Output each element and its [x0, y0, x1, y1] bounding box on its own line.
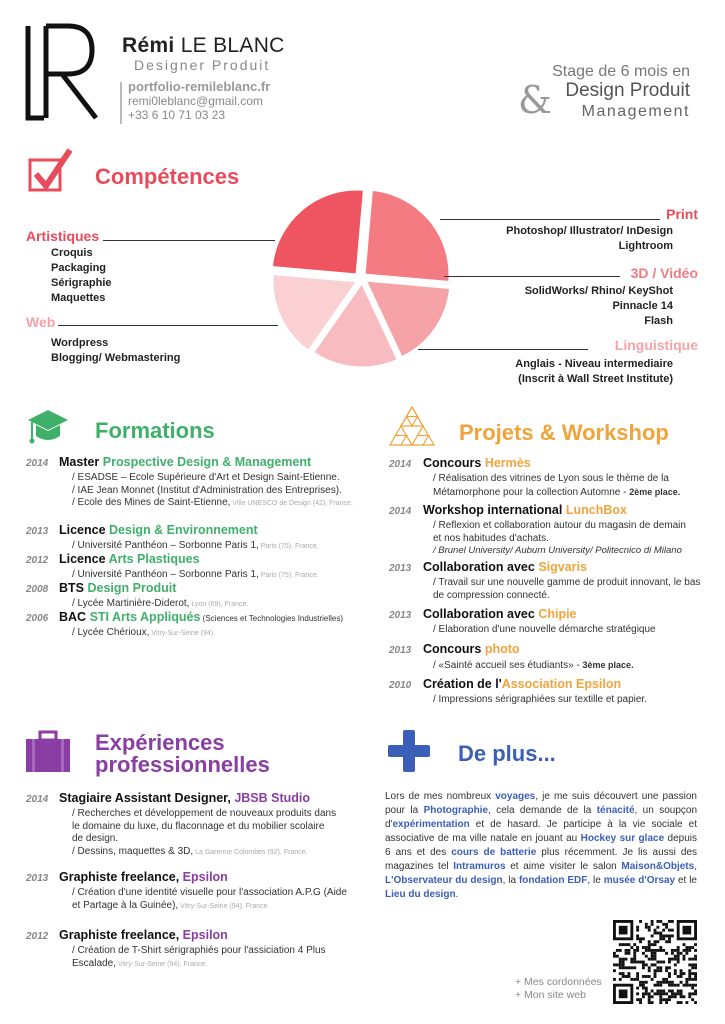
checkbox-icon — [26, 146, 76, 196]
phone-number: +33 6 10 71 03 23 — [128, 108, 226, 122]
stage-line-3: Management — [581, 103, 690, 120]
entry-detail: / Recherches et développement de nouveaux produits dans — [72, 808, 337, 819]
entry-detail: / Université Panthéon – Sorbonne Paris 1, Paris (75), France. — [72, 569, 319, 580]
entry-detail: / Reflexion et collaboration autour du magasin de demain — [433, 520, 686, 531]
pie-slice — [271, 189, 364, 275]
entry-year: 2013 — [389, 563, 412, 574]
entry-detail: / Université Panthéon – Sorbonne Paris 1, Paris (75), France. — [72, 540, 319, 551]
job-subtitle: Designer Produit — [134, 57, 271, 73]
entry-detail: / Impressions sérigraphiées sur textille et papier. — [433, 694, 647, 705]
entry-detail: / Réalisation des vitrines de Lyon sous le thème de la — [433, 473, 669, 484]
entry-year: 2008 — [26, 584, 49, 595]
skill-item: Sérigraphie — [51, 277, 112, 289]
line-print — [440, 219, 660, 220]
qr-code[interactable] — [613, 920, 697, 1004]
entry-detail: et nos habitudes d'achats. — [433, 532, 549, 544]
entry-detail: / Lycée Chérioux, Vitry-Sur-Seine (94). — [72, 627, 216, 638]
skill-item: (Inscrit à Wall Street Institute) — [518, 373, 673, 385]
triangle-pattern-icon — [388, 405, 436, 447]
entry-title: Workshop international LunchBox — [423, 503, 627, 517]
entry-title: Concours photo — [423, 642, 520, 656]
stage-line-2: Design Produit — [565, 80, 690, 101]
entry-year: 2014 — [389, 459, 412, 470]
entry-title: Licence Arts Plastiques — [59, 552, 200, 566]
entry-detail: / ESADSE – Ecole Supérieure d'Art et Design Saint-Etienne. — [72, 472, 340, 483]
entry-year: 2013 — [26, 526, 49, 537]
entry-title: Stagiaire Assistant Designer, JBSB Studio — [59, 791, 311, 805]
competences-title: Compétences — [95, 164, 240, 189]
list-web — [51, 336, 180, 366]
list-video — [525, 284, 673, 329]
entry-title: Graphiste freelance, Epsilon — [59, 870, 228, 884]
links-block — [515, 976, 602, 1002]
entry-detail: / «Sainté accueil ses étudiants» - 3ème place. — [433, 660, 634, 671]
entry-year: 2013 — [389, 610, 412, 621]
skill-item: Packaging — [51, 262, 107, 274]
experiences-title: Expériences professionnelles — [95, 730, 270, 777]
list-print — [506, 224, 673, 254]
entry-detail: et Partage à la Guinée), Vitry-Sur-Seine (94), France. — [72, 899, 270, 911]
full-name: Rémi LE BLANC — [122, 34, 285, 57]
cat-video: 3D / Vidéo — [630, 265, 698, 281]
contact-block — [128, 80, 270, 122]
list-artistiques — [51, 246, 112, 306]
entry-detail: de compression connecté. — [433, 589, 550, 601]
website-link-bottom[interactable]: + Mon site web — [515, 989, 586, 1001]
entry-title: Licence Design & Environnement — [59, 523, 258, 537]
ampersand: & — [518, 78, 552, 122]
website-link[interactable]: portfolio-remileblanc.fr — [128, 79, 271, 94]
skill-item: Croquis — [51, 247, 93, 259]
formations-title: Formations — [95, 418, 215, 443]
entry-detail: / Dessins, maquettes & 3D, La Garenne Colombes (92), France. — [72, 845, 308, 857]
entry-title: BAC STI Arts Appliqués (Sciences et Technologies Industrielles) — [59, 610, 344, 624]
skill-item: SolidWorks/ Rhino/ KeyShot — [524, 285, 673, 297]
cat-print: Print — [666, 206, 698, 222]
stage-line-1: Stage de 6 mois en — [552, 63, 690, 80]
line-video — [444, 276, 620, 277]
entry-detail: / Ecole des Mines de Saint-Etienne, Ville UNESCO de Design (42), France. — [72, 497, 353, 508]
entry-year: 2013 — [389, 645, 412, 656]
entry-year: 2014 — [26, 794, 49, 805]
line-web — [58, 325, 278, 326]
entry-detail: de design. — [72, 833, 119, 844]
skill-item: Pinnacle 14 — [612, 300, 673, 312]
list-ling — [515, 357, 673, 387]
pie-slice — [364, 189, 450, 282]
entry-detail: Escalade, Vitry-Sur-Seine (94), France. — [72, 957, 208, 969]
entry-year: 2012 — [26, 555, 49, 566]
entry-title: Collaboration avec Sigvaris — [423, 560, 587, 574]
entry-detail: / IAE Jean Monnet (Institut d'Administration des Entreprises). — [72, 484, 342, 496]
entry-title: Graphiste freelance, Epsilon — [59, 928, 228, 942]
entry-title: BTS Design Produit — [59, 581, 177, 595]
entry-detail: / Création de T-Shirt sérigraphiés pour l'assiciation 4 Plus — [72, 945, 326, 956]
entry-title: Collaboration avec Chipie — [423, 607, 577, 621]
entry-detail: Métamorphone pour la collection Automne - 2ème place. — [433, 486, 681, 498]
contact-link[interactable]: + Mes cordonnées — [515, 976, 602, 988]
skill-item: Flash — [644, 315, 673, 327]
skill-item: Blogging/ Webmastering — [51, 352, 181, 364]
projets-title: Projets & Workshop — [459, 420, 669, 445]
entry-year: 2010 — [389, 680, 412, 691]
entry-year: 2014 — [389, 506, 412, 517]
entry-title: Master Prospective Design & Management — [59, 455, 312, 469]
entry-detail: le domaine du luxe, du flaconnage et du mobilier scolaire — [72, 820, 325, 832]
cat-web: Web — [26, 314, 56, 330]
plus-icon — [386, 728, 432, 774]
entry-title: Concours Hermès — [423, 456, 531, 470]
contact-divider — [120, 82, 122, 124]
deplus-paragraph: Lors de mes nombreux voyages, je me suis découvert une passion pour la Photographie, cela demande de la ténacité, un soupçon d'expérimentation et de hasard. Je participe à la vie sociale et associative de ma ville natale en jouant au Hockey sur glace depuis 6 ans et des cours de batterie plus récemment. Je lis aussi des magazines tel Intramuros et aime visiter le salon Maison&Objets, L'Observateur du design, la fondation EDF, le musée d'Orsay et le Lieu du design. — [385, 791, 698, 900]
deplus-title: De plus... — [458, 741, 556, 766]
skills-pie-chart — [265, 186, 460, 371]
entry-detail: / Création d'une identité visuelle pour l'association A.P.G (Aide — [72, 887, 347, 898]
line-ling — [418, 349, 588, 350]
skill-item: Wordpress — [51, 337, 109, 349]
email-link[interactable]: remi0leblanc@gmail.com — [128, 94, 263, 108]
entry-detail: / Lycée Martinière-Diderot, Lyon (69), France. — [72, 598, 249, 609]
entry-detail: / Brunel University/ Auburn University/ Politecnico di Milano — [433, 545, 682, 556]
entry-detail: / Elaboration d'une nouvelle démarche stratégique — [433, 624, 656, 635]
entry-detail: / Travail sur une nouvelle gamme de produit innovant, le bas — [433, 577, 701, 588]
cat-artistiques: Artistiques — [26, 228, 100, 244]
line-artistiques — [103, 240, 275, 241]
graduation-cap-icon — [24, 406, 72, 448]
briefcase-icon — [24, 730, 72, 774]
cat-ling: Linguistique — [614, 337, 698, 353]
skill-item: Anglais - Niveau intermediaire — [515, 358, 673, 370]
entry-year: 2013 — [26, 873, 49, 884]
skill-item: Lightroom — [618, 240, 673, 252]
entry-title: Création de l'Association Epsilon — [423, 677, 622, 691]
entry-year: 2006 — [26, 613, 49, 624]
entry-year: 2014 — [26, 458, 49, 469]
entry-year: 2012 — [26, 931, 49, 942]
logo-lr — [22, 22, 100, 124]
skill-item: Photoshop/ Illustrator/ InDesign — [506, 225, 673, 237]
skill-item: Maquettes — [51, 292, 106, 304]
